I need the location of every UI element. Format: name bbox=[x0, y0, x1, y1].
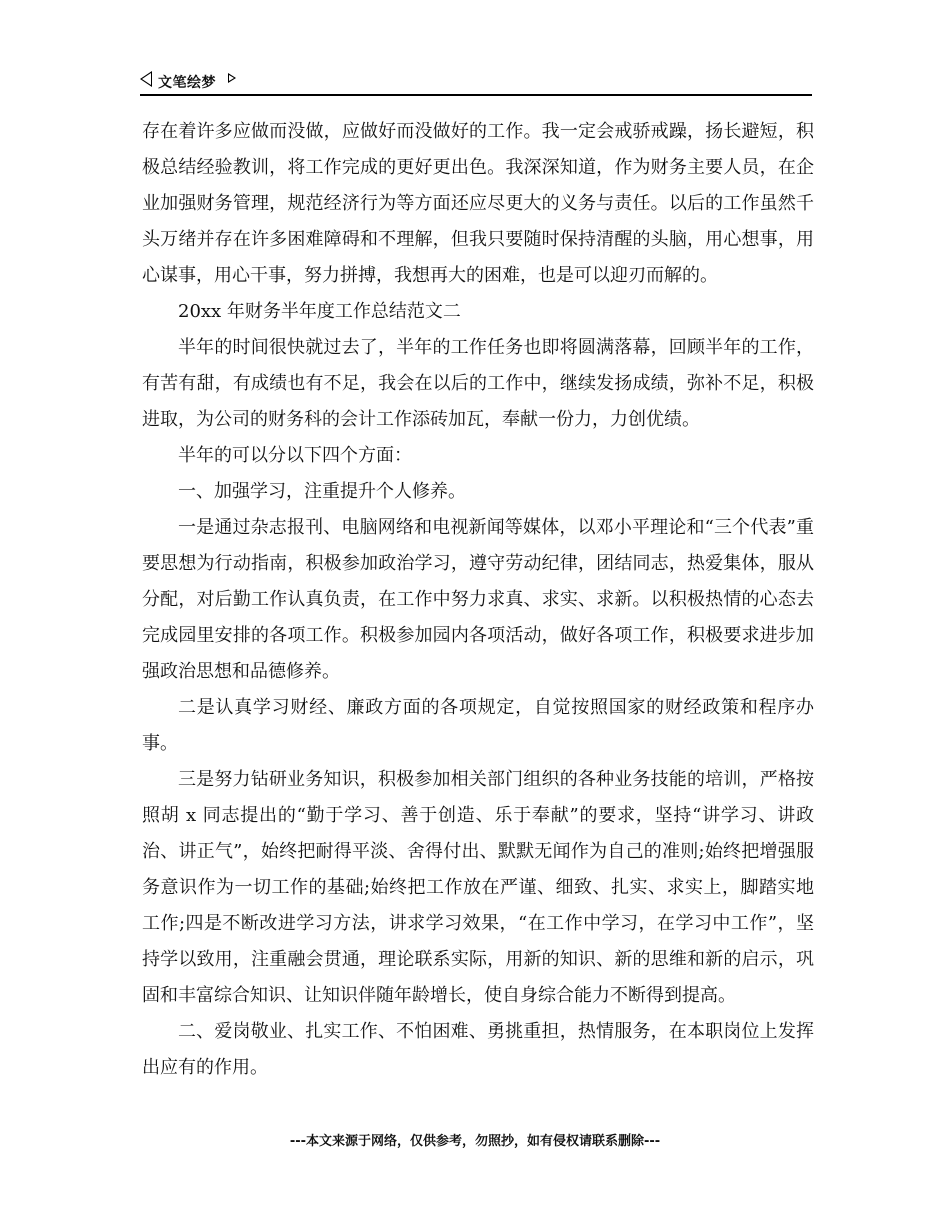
page-header bbox=[140, 68, 812, 96]
right-triangle-icon bbox=[228, 73, 236, 83]
paragraph: 二是认真学习财经、廉政方面的各项规定，自觉按照国家的财经政策和程序办事。 bbox=[142, 697, 814, 754]
page-footer: ---本文来源于网络，仅供参考，勿照抄，如有侵权请联系删除--- bbox=[289, 1134, 661, 1149]
subheading: 二、爱岗敬业、扎实工作、不怕困难、勇挑重担，热情服务，在本职岗位上发挥出应有的作用。 bbox=[142, 1021, 814, 1078]
header-brand: 文笔绘梦 bbox=[158, 75, 216, 91]
paragraph: 三是努力钻研业务知识，积极参加相关部门组织的各种业务技能的培训，严格按照胡 x 同志提出的“勤于学习、善于创造、乐于奉献”的要求，坚持“讲学习、讲政治、讲正气”，始终把耐得平淡、舍得付出、默默无闻作为自己的准则;始终把增强服务意识作为一切工作的基础;始终把工作放在严谨、细致、扎实、求实上，脚踏实地工作;四是不断改进学习方法，讲求学习效果，“在工作中学习，在学习中工作”，坚持学以致用，注重融会贯通，理论联系实际，用新的知识、新的思维和新的启示，巩固和丰富综合知识、让知识伴随年龄增长，使自身综合能力不断得到提高。 bbox=[142, 769, 814, 1006]
paragraph-continuation: 存在着许多应做而没做，应做好而没做好的工作。我一定会戒骄戒躁，扬长避短，积极总结经验教训，将工作完成的更好更出色。我深深知道，作为财务主要人员，在企业加强财务管理，规范经济行为等方面还应尽更大的义务与责任。以后的工作虽然千头万绪并存在许多困难障碍和不理解，但我只要随时保持清醒的头脑，用心想事，用心谋事，用心干事，努力拼搏，我想再大的困难，也是可以迎刃而解的。 bbox=[142, 121, 814, 286]
document-body bbox=[142, 114, 814, 1086]
section-title: 20xx 年财务半年度工作总结范文二 bbox=[178, 301, 461, 322]
left-triangle-icon bbox=[140, 71, 152, 87]
paragraph: 一是通过杂志报刊、电脑网络和电视新闻等媒体，以邓小平理论和“三个代表”重要思想为行动指南，积极参加政治学习，遵守劳动纪律，团结同志，热爱集体，服从分配，对后勤工作认真负责，在工作中努力求真、求实、求新。以积极热情的心态去完成园里安排的各项工作。积极参加园内各项活动，做好各项工作，积极要求进步加强政治思想和品德修养。 bbox=[142, 517, 814, 682]
paragraph: 半年的可以分以下四个方面： bbox=[178, 445, 412, 466]
subheading: 一、加强学习，注重提升个人修养。 bbox=[178, 481, 466, 502]
paragraph: 半年的时间很快就过去了，半年的工作任务也即将圆满落幕，回顾半年的工作，有苦有甜，有成绩也有不足，我会在以后的工作中，继续发扬成绩，弥补不足，积极进取，为公司的财务科的会计工作添砖加瓦，奉献一份力，力创优绩。 bbox=[142, 337, 814, 430]
